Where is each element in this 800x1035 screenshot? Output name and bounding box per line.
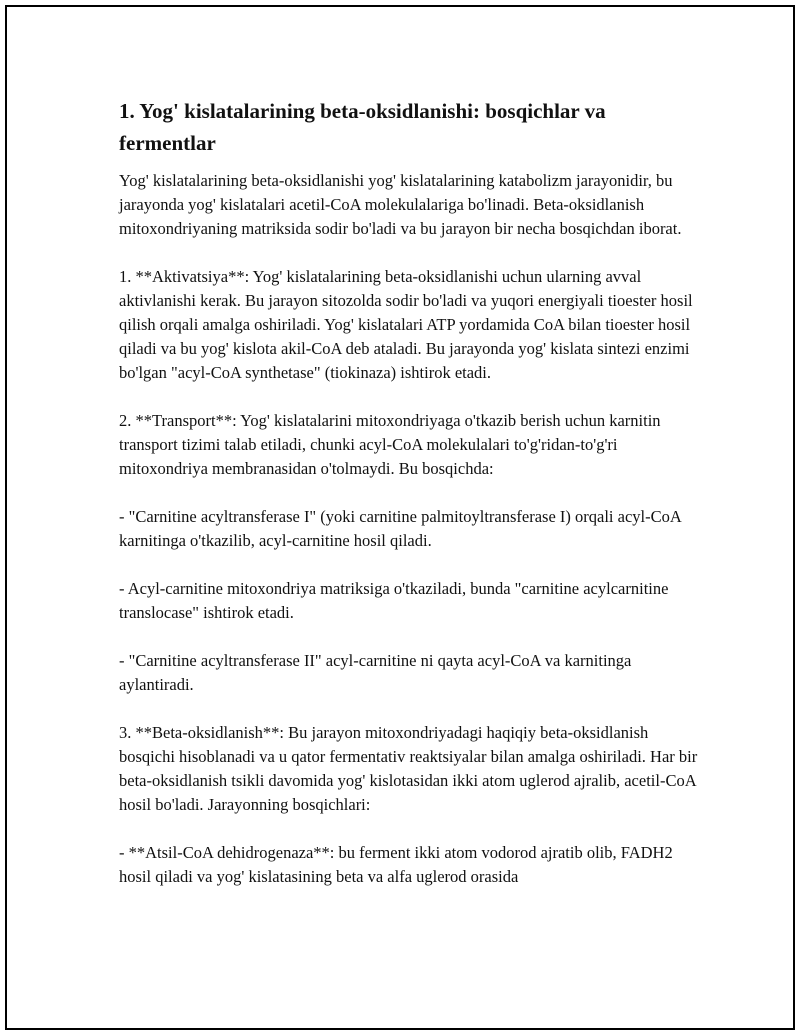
document-title: 1. Yog' kislatalarining beta-oksidlanishi: bosqichlar va fermentlar bbox=[119, 99, 606, 155]
document-body bbox=[119, 95, 699, 913]
transport-bullet-cpt2: - "Carnitine acyltransferase II" acyl-carnitine ni qayta acyl-CoA va karnitinga aylantiradi. bbox=[119, 651, 632, 694]
intro-paragraph: Yog' kislatalarining beta-oksidlanishi yog' kislatalarining katabolizm jarayonidir, bu jarayonda yog' kislatalari acetil-CoA molekulalariga bo'linadi. Beta-oksidlanish mitoxondriyaning matriksida sodir bo'ladi va bu jarayon bir necha bosqichdan iborat. bbox=[119, 171, 682, 238]
transport-bullet-cpt1: - "Carnitine acyltransferase I" (yoki carnitine palmitoyltransferase I) orqali acyl-CoA karnitinga o'tkazilib, acyl-carnitine hosil qiladi. bbox=[119, 507, 681, 550]
page-frame bbox=[5, 5, 795, 1030]
step-activation-paragraph: 1. **Aktivatsiya**: Yog' kislatalarining beta-oksidlanishi uchun ularning avval aktivlanishi kerak. Bu jarayon sitozolda sodir bo'ladi va yuqori energiyali tioester hosil qilish orqali amalga oshiriladi. Yog' kislatalari ATP yordamida CoA bilan tioester hosil qiladi va bu yog' kislota akil-CoA deb ataladi. Bu jarayonda yog' kislata sintezi enzimi bo'lgan "acyl-CoA synthetase" (tiokinaza) ishtirok etadi. bbox=[119, 267, 693, 382]
beta-oxidation-bullet-dehydrogenase: - **Atsil-CoA dehidrogenaza**: bu ferment ikki atom vodorod ajratib olib, FADH2 hosil qiladi va yog' kislatasining beta va alfa uglerod orasida bbox=[119, 843, 673, 886]
transport-bullet-translocase: - Acyl-carnitine mitoxondriya matriksiga o'tkaziladi, bunda "carnitine acylcarnitine translocase" ishtirok etadi. bbox=[119, 579, 669, 622]
step-beta-oxidation-paragraph: 3. **Beta-oksidlanish**: Bu jarayon mitoxondriyadagi haqiqiy beta-oksidlanish bosqichi hisoblanadi va u qator fermentativ reaktsiyalar bilan amalga oshiriladi. Har bir beta-oksidlanish tsikli davomida yog' kislotasidan ikki atom uglerod ajralib, acetil-CoA hosil bo'ladi. Jarayonning bosqichlari: bbox=[119, 723, 698, 814]
step-transport-paragraph: 2. **Transport**: Yog' kislatalarini mitoxondriyaga o'tkazib berish uchun karnitin transport tizimi talab etiladi, chunki acyl-CoA molekulalari to'g'ridan-to'g'ri mitoxondriya membranasidan o'tolmaydi. Bu bosqichda: bbox=[119, 411, 661, 478]
